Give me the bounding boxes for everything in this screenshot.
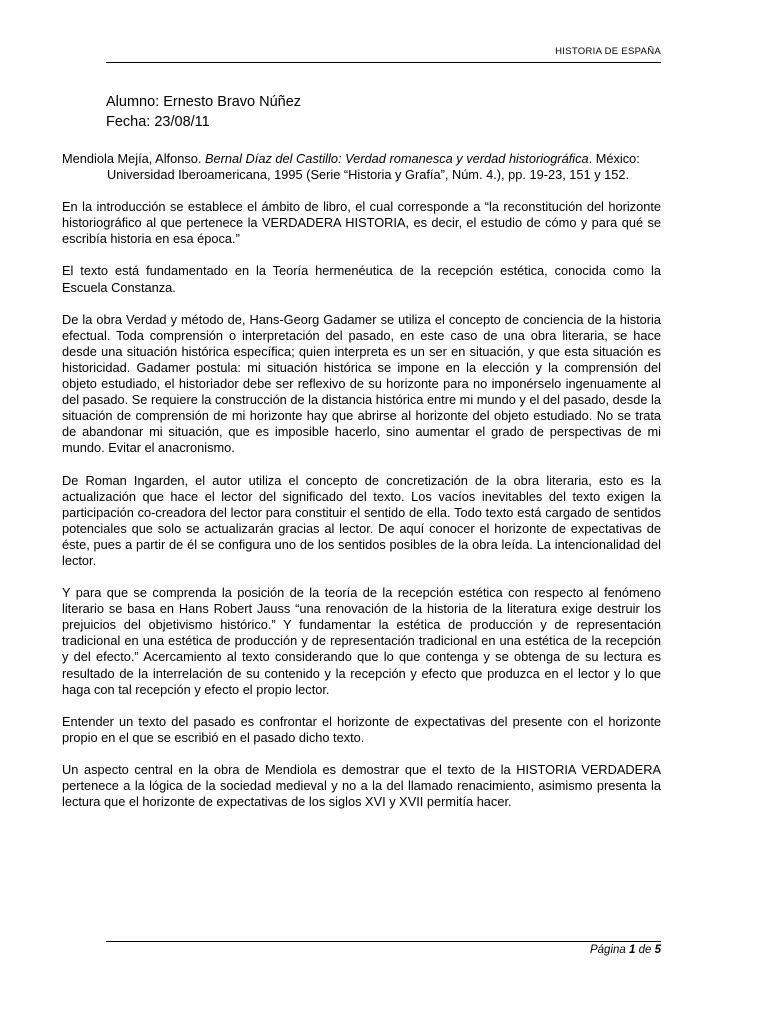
paragraph-introduction: En la introducción se establece el ámbito de libro, el cual corresponde a “la reconstitución del horizonte historiográfico al que pertenece la VERDADERA HISTORIA, es decir, el estudio de cómo y para qué se escribía historia en esa época.”	[62, 199, 661, 247]
bibliographic-citation	[62, 151, 661, 183]
student-name: Alumno: Ernesto Bravo Núñez	[106, 94, 302, 110]
total-pages-number: 5	[654, 944, 661, 956]
document-body	[62, 151, 661, 826]
citation-author: Mendiola Mejía, Alfonso.	[62, 151, 205, 166]
current-page-number: 1	[629, 944, 636, 956]
paragraph-theory: El texto está fundamentado en la Teoría hermenéutica de la recepción estética, conocida como la Escuela Constanza.	[62, 263, 661, 295]
student-info	[106, 92, 301, 132]
citation-title: Bernal Díaz del Castillo: Verdad romanesca y verdad historiográfica	[204, 151, 589, 166]
running-header: HISTORIA DE ESPAÑA	[555, 46, 661, 57]
paragraph-gadamer: De la obra Verdad y método de, Hans-Georg Gadamer se utiliza el concepto de conciencia de la historia efectual. Toda comprensión o interpretación del pasado, en este caso de una obra literaria, se hace desde una situación histórica específica; quien interpreta es un ser en situación, y que esta situación es historicidad. Gadamer postula: mi situación histórica se impone en la elección y la comprensión del objeto estudiado, el historiador debe ser reflexivo de su horizonte para no imponérselo ingenuamente al del pasado. Se requiere la construcción de la distancia histórica entre mi mundo y el del pasado, desde la situación de comprensión de mi horizonte hay que abrirse al horizonte del objeto estudiado. No se trata de abandonar mi situación, que es imposible hacerlo, sino aumentar el grado de perspectivas de mi mundo. Evitar el anacronismo.	[62, 311, 661, 456]
header-rule	[106, 62, 661, 63]
paragraph-jauss: Y para que se comprenda la posición de la teoría de la recepción estética con respecto al fenómeno literario se basa en Hans Robert Jauss “una renovación de la historia de la literatura exige destruir los prejuicios del objetivismo histórico.” Y fundamentar la estética de producción y de representación tradicional en una estética de producción y de representación tradicional en una estética de la recepción y del efecto.” Acercamiento al texto considerando que lo que contenga y se obtenga de su lectura es resultado de la interrelación de su contenido y la recepción y efecto que produzca en el lector y lo que haga con tal recepción y efecto el propio lector.	[62, 585, 661, 697]
of-word: de	[635, 944, 655, 956]
submission-date: Fecha: 23/08/11	[106, 114, 210, 130]
paragraph-horizon: Entender un texto del pasado es confrontar el horizonte de expectativas del presente con el horizonte propio en el que se escribió en el pasado dicho texto.	[62, 713, 661, 745]
paragraph-ingarden: De Roman Ingarden, el autor utiliza el concepto de concretización de la obra literaria, esto es la actualización que hace el lector del significado del texto. Los vacíos inevitables del texto exigen la participación co-creadora del lector para constituir el sentido de ella. Todo texto está cargado de sentidos potenciales que solo se actualizarán gracias al lector. De aquí conocer el horizonte de expectativas de éste, pues a partir de él se configura uno de los sentidos posibles de la obra leída. La intencionalidad del lector.	[62, 472, 661, 568]
footer-rule	[106, 941, 661, 942]
page-word: Página	[589, 944, 629, 956]
page-number	[590, 944, 661, 956]
citation-publication: . México: Universidad Iberoamericana, 1995 (Serie “Historia y Grafía”, Núm. 4.), pp. 19-23, 151 y 152.	[107, 151, 640, 183]
paragraph-mendiola: Un aspecto central en la obra de Mendiola es demostrar que el texto de la HISTORIA VERDADERA pertenece a la lógica de la sociedad medieval y no a la del llamado renacimiento, asimismo presenta la lectura que el horizonte de expectativas de los siglos XVI y XVII permitía hacer.	[62, 761, 661, 810]
